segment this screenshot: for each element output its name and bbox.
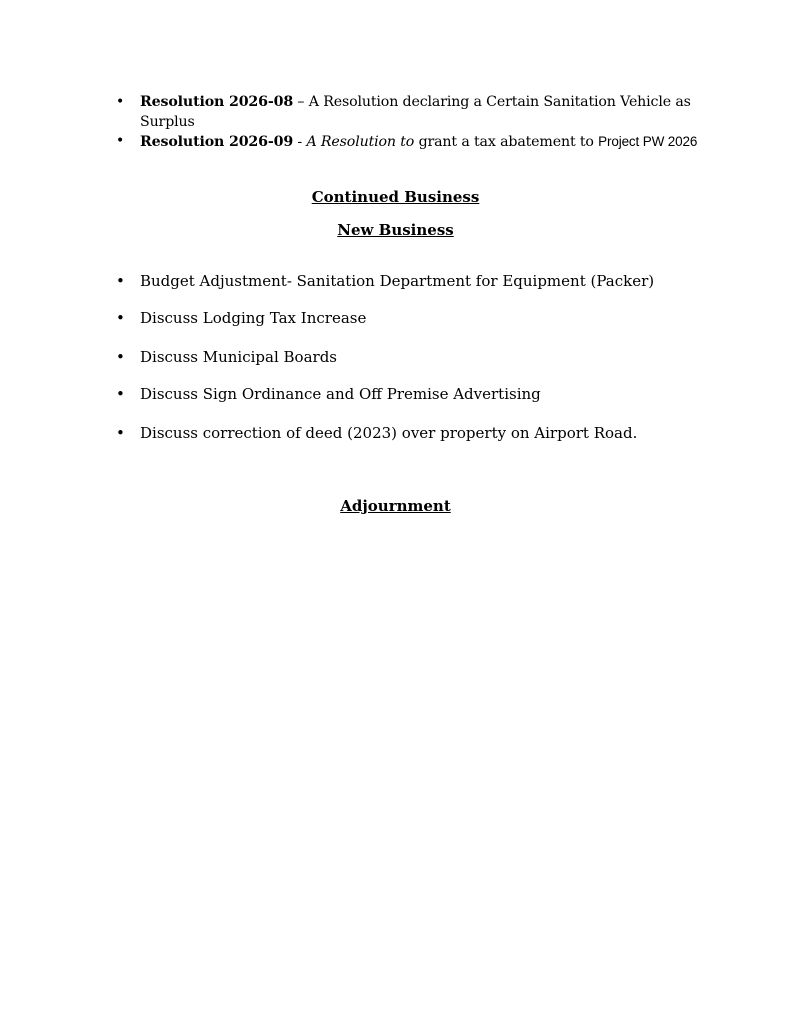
- resolution-separator: –: [293, 94, 309, 110]
- new-business-item: [113, 271, 733, 291]
- bullet-icon: •: [116, 133, 125, 149]
- resolution-separator: -: [293, 134, 307, 150]
- bullet-icon: •: [116, 348, 125, 366]
- resolution-number: Resolution 2026-08: [140, 94, 294, 110]
- resolution-project-name: Project PW 2026: [598, 134, 698, 149]
- bullet-icon: •: [116, 272, 125, 290]
- adjournment-heading: Adjournment: [340, 497, 451, 515]
- bullet-icon: •: [116, 424, 125, 442]
- new-business-item-text: Discuss Lodging Tax Increase: [140, 309, 367, 327]
- new-business-item: [113, 308, 733, 328]
- resolution-text: grant a tax abatement to: [414, 134, 599, 150]
- new-business-item: [113, 384, 733, 404]
- new-business-item-text: Discuss Municipal Boards: [140, 348, 337, 366]
- new-business-item-text: Discuss Sign Ordinance and Off Premise Advertising: [140, 385, 541, 403]
- resolution-text: A Resolution declaring a Certain Sanitation Vehicle as Surplus: [140, 94, 691, 130]
- resolution-item-2026-09: [113, 132, 713, 153]
- resolution-list: [113, 93, 713, 153]
- bullet-icon: •: [116, 309, 125, 327]
- resolution-item-2026-08: [113, 93, 713, 132]
- new-business-item: [113, 423, 733, 443]
- new-business-list: [113, 271, 733, 443]
- continued-business-heading: Continued Business: [311, 188, 480, 206]
- bullet-icon: •: [116, 94, 125, 110]
- new-business-heading: New Business: [337, 221, 454, 239]
- new-business-item: [113, 347, 733, 367]
- bullet-icon: •: [116, 385, 125, 403]
- new-business-item-text: Discuss correction of deed (2023) over property on Airport Road.: [140, 424, 638, 442]
- new-business-item-text: Budget Adjustment- Sanitation Department for Equipment (Packer): [140, 272, 655, 290]
- resolution-italic-text: A Resolution to: [306, 134, 415, 150]
- resolution-number: Resolution 2026-09: [140, 134, 294, 150]
